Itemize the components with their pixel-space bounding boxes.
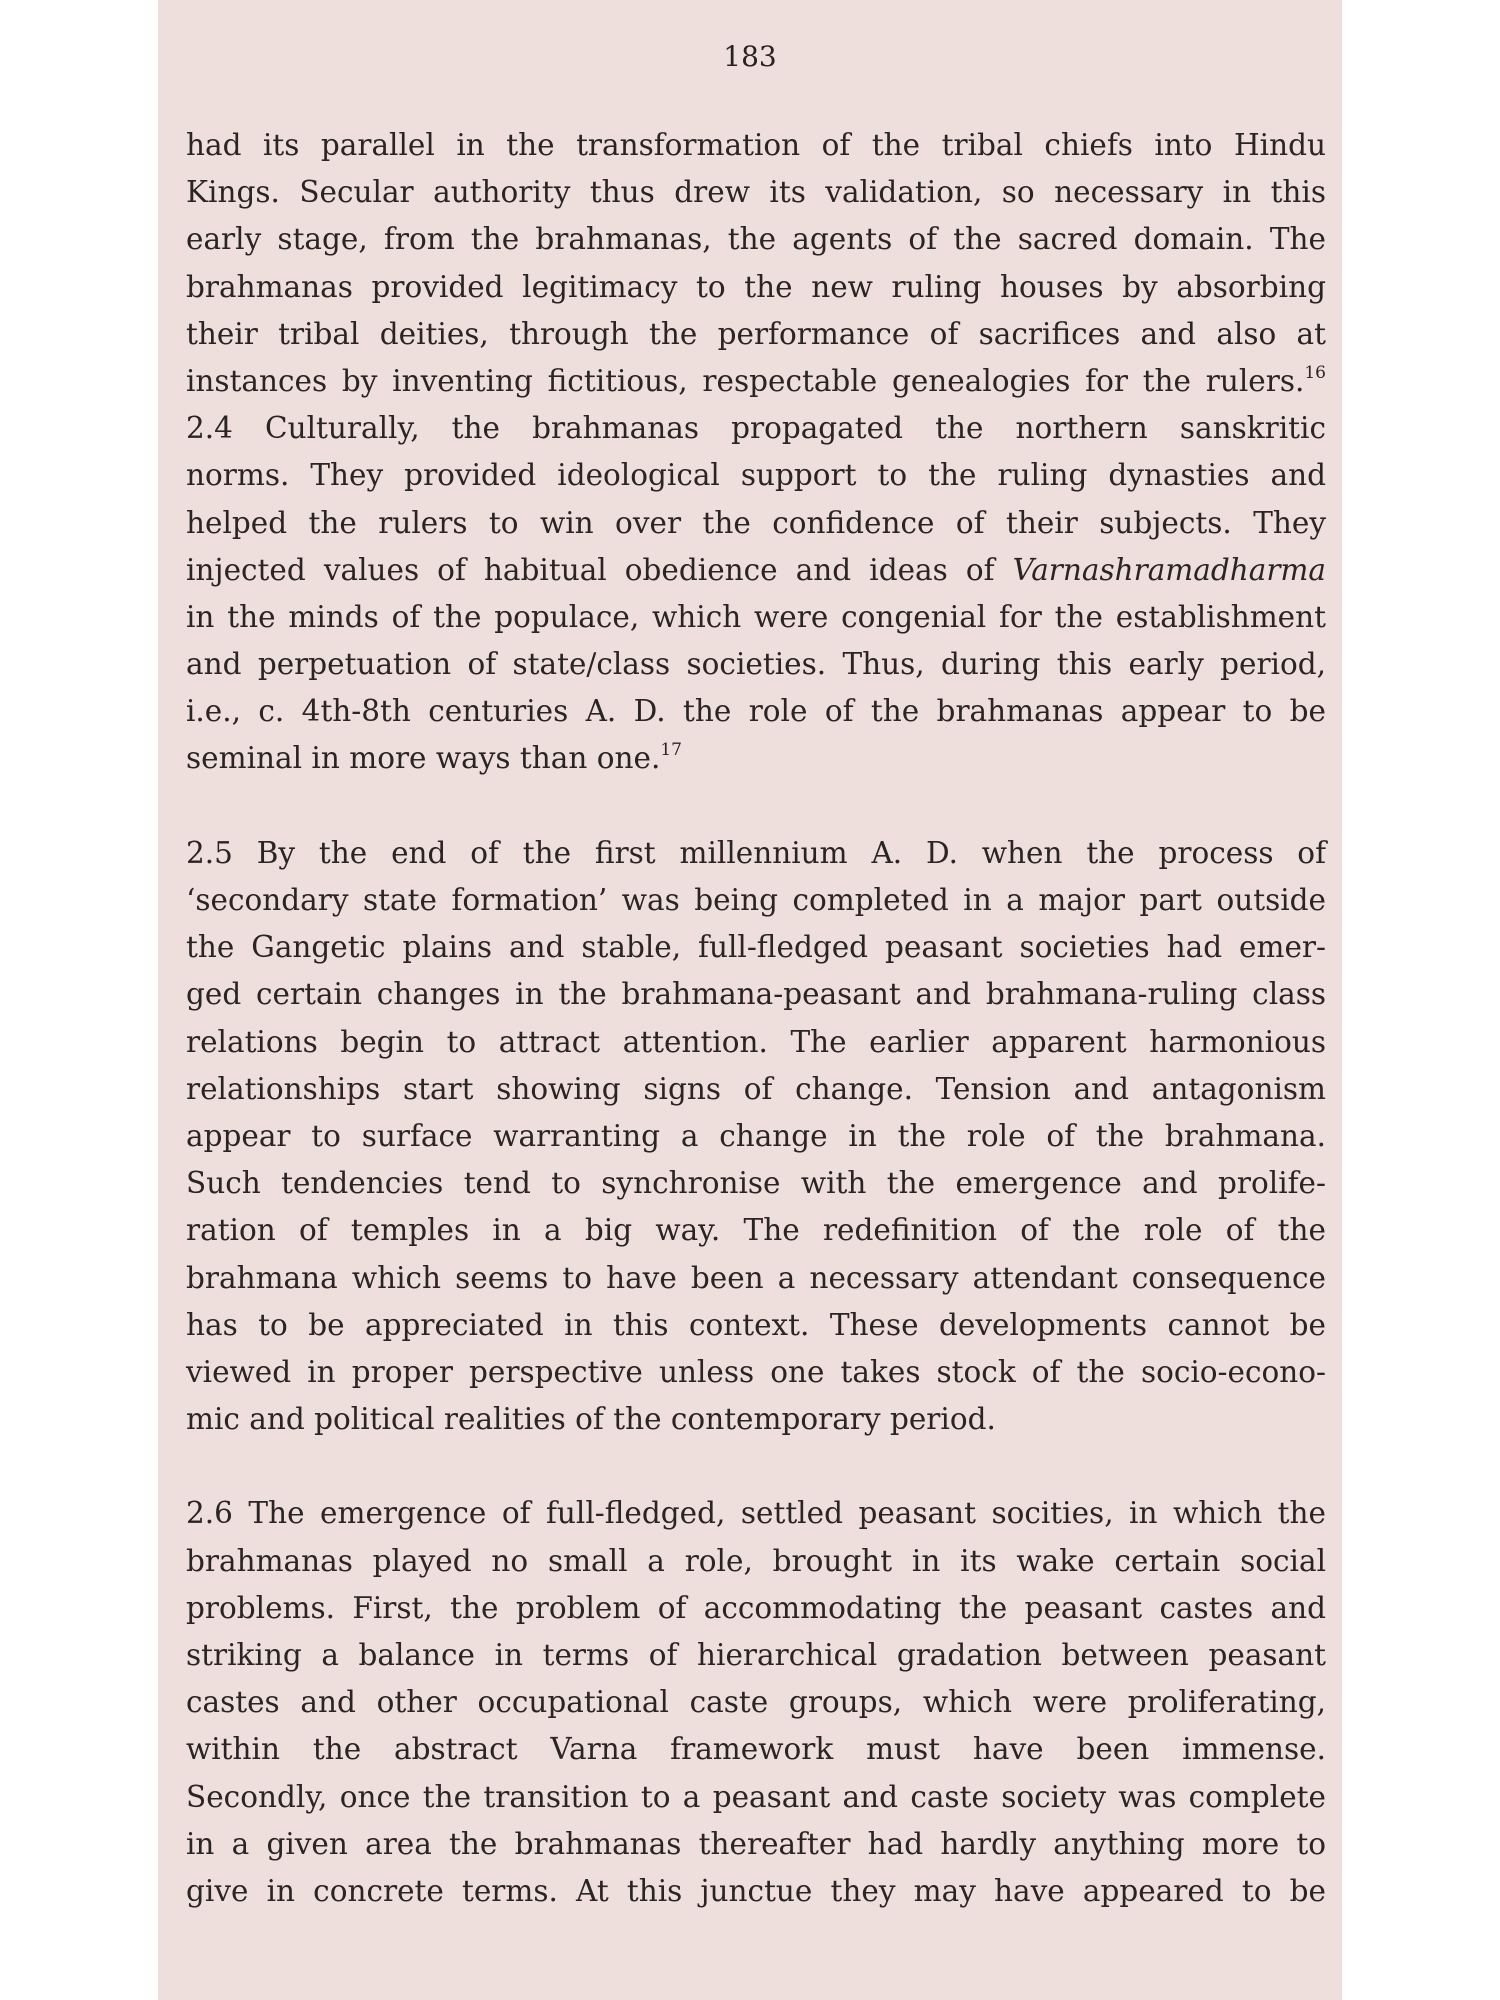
text-line: striking a balance in terms of hierarchical gradation between peasant xyxy=(186,1638,1326,1672)
scanned-page xyxy=(158,0,1342,2000)
text-line: relations begin to attract attention. The earlier apparent harmonious xyxy=(186,1024,1326,1059)
page-number: 183 xyxy=(723,40,777,73)
text-line: Kings. Secular authority thus drew its validation, so necessary in this xyxy=(186,175,1326,210)
text-line xyxy=(186,735,1326,782)
paragraph-gap xyxy=(186,1443,1326,1490)
text-line: Such tendencies tend to synchronise with the emergence and prolife- xyxy=(186,1166,1326,1201)
text-line: 2.5 By the end of the first millennium A. D. when the process of xyxy=(186,835,1326,870)
text-line: Secondly, once the transition to a peasant and caste society was complete xyxy=(186,1779,1326,1814)
text-line: i.e., c. 4th-8th centuries A. D. the role of the brahmanas appear to be xyxy=(186,694,1326,729)
text-line: the Gangetic plains and stable, full-fledged peasant societies had emer- xyxy=(186,930,1326,965)
paragraph-2-6 xyxy=(186,1490,1326,1915)
footnote-marker: 16 xyxy=(1304,362,1326,383)
text-line-content: seminal in more ways than one. xyxy=(186,741,661,776)
text-line: castes and other occupational caste groups, which were proliferating, xyxy=(186,1685,1326,1720)
footnote-marker: 17 xyxy=(660,740,682,761)
text-line xyxy=(186,358,1326,405)
text-line xyxy=(186,547,1326,594)
body-text xyxy=(186,122,1326,1915)
text-line: early stage, from the brahmanas, the agents of the sacred domain. The xyxy=(186,222,1326,257)
text-line: relationships start showing signs of change. Tension and antagonism xyxy=(186,1071,1326,1106)
text-line: brahmanas provided legitimacy to the new ruling houses by absorbing xyxy=(186,269,1326,304)
text-line-content: injected values of habitual obedience and ideas of xyxy=(186,552,1013,587)
text-line: ged certain changes in the brahmana-peasant and brahmana-ruling class xyxy=(186,977,1326,1012)
text-line: helped the rulers to win over the confidence of their subjects. They xyxy=(186,505,1326,540)
text-line: within the abstract Varna framework must have been immense. xyxy=(186,1732,1326,1767)
text-line: ‘secondary state formation’ was being completed in a major part outside xyxy=(186,883,1326,917)
text-line: 2.4 Culturally, the brahmanas propagated the northern sanskritic xyxy=(186,411,1326,446)
text-line: norms. They provided ideological support to the ruling dynasties and xyxy=(186,458,1326,493)
italic-term: Varnashramadharma xyxy=(1012,552,1326,587)
paragraph-2-5 xyxy=(186,830,1326,1443)
text-line: had its parallel in the transformation of the tribal chiefs into Hindu xyxy=(186,128,1326,162)
text-line: mic and political realities of the contemporary period. xyxy=(186,1402,996,1437)
text-line: in the minds of the populace, which were congenial for the establishment xyxy=(186,599,1326,634)
text-line: and perpetuation of state/class societies. Thus, during this early period, xyxy=(186,647,1326,682)
text-line: give in concrete terms. At this junctue they may have appeared to be xyxy=(186,1873,1326,1908)
text-line: their tribal deities, through the performance of sacrifices and also at xyxy=(186,316,1326,351)
text-line: 2.6 The emergence of full-fledged, settled peasant socities, in which the xyxy=(186,1496,1326,1531)
text-line: ration of temples in a big way. The redefinition of the role of the xyxy=(186,1213,1326,1248)
text-line: brahmana which seems to have been a necessary attendant consequence xyxy=(186,1260,1326,1295)
text-line: brahmanas played no small a role, brought in its wake certain social xyxy=(186,1543,1326,1578)
text-line-content: instances by inventing fictitious, respectable genealogies for the rulers. xyxy=(186,363,1305,398)
text-line: appear to surface warranting a change in the role of the brahmana. xyxy=(186,1118,1326,1153)
text-line: viewed in proper perspective unless one takes stock of the socio-econo- xyxy=(186,1354,1326,1389)
text-line: has to be appreciated in this context. These developments cannot be xyxy=(186,1307,1326,1342)
paragraph-2-3 xyxy=(186,122,1326,783)
text-line: in a given area the brahmanas thereafter had hardly anything more to xyxy=(186,1826,1326,1861)
paragraph-gap xyxy=(186,783,1326,830)
text-line: problems. First, the problem of accommodating the peasant castes and xyxy=(186,1590,1326,1625)
